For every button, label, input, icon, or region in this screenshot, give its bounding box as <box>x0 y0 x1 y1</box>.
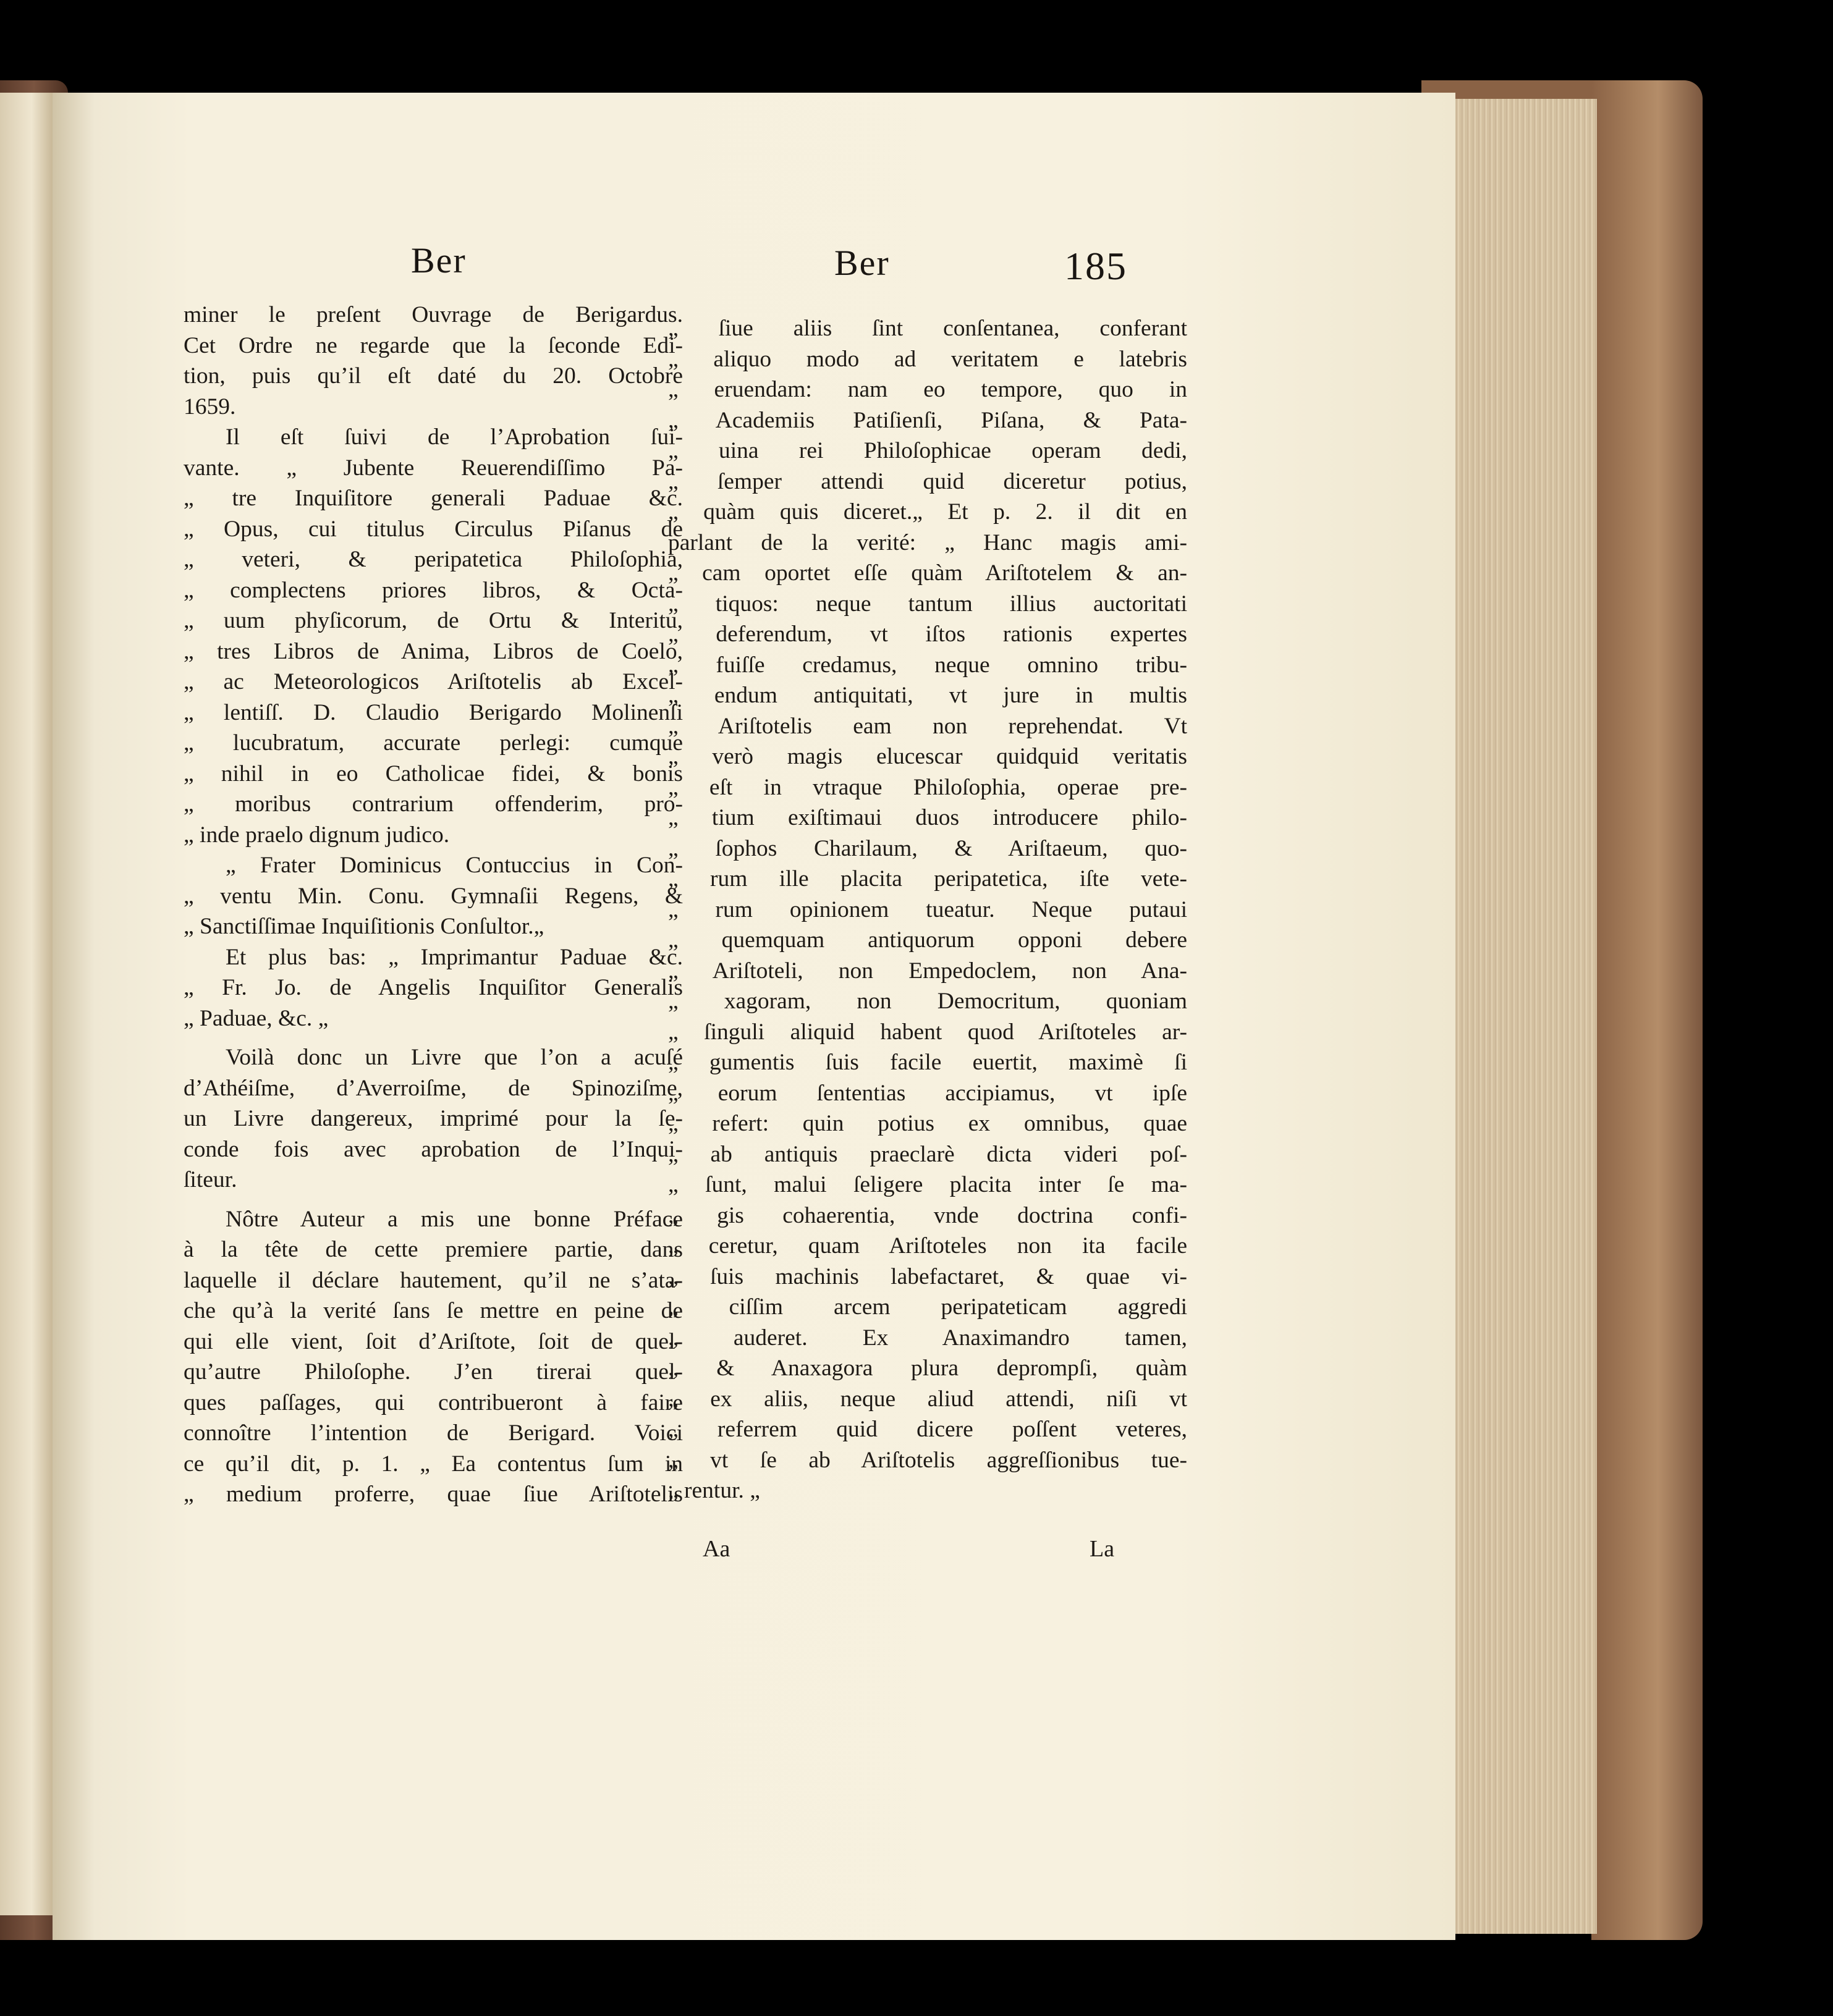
text-line: che qu’à la verité ſans ſe mettre en peine de <box>184 1298 683 1323</box>
text-line: „ tres Libros de Anima, Libros de Coelo, <box>184 638 683 664</box>
text-line: connoître l’intention de Berigard. Voici <box>184 1420 683 1446</box>
text-line: „ auderet. Ex Anaximandro tamen, <box>668 1325 1187 1351</box>
text-line: „ gumentis ſuis facile euertit, maximè ſi <box>668 1050 1187 1075</box>
text-line: laquelle il déclare hautement, qu’il ne s’ata- <box>184 1267 683 1293</box>
text-line: „ Fr. Jo. de Angelis Inquiſitor Generalis <box>184 975 683 1000</box>
text-line: „ endum antiquitati, vt jure in multis <box>668 683 1187 708</box>
catchword: La <box>1090 1536 1115 1562</box>
text-line: „ complectens priores libros, & Octa- <box>184 577 683 603</box>
text-line: „ fuiſſe credamus, neque omnino tribu- <box>668 652 1187 678</box>
text-line: un Livre dangereux, imprimé pour la ſe- <box>184 1106 683 1131</box>
text-line: Nôtre Auteur a mis une bonne Préface <box>226 1206 683 1232</box>
text-line: 1659. <box>184 394 236 420</box>
text-line: „ ab antiquis praeclarè dicta videri poſ- <box>668 1141 1187 1167</box>
text-line: „ lentiſſ. D. Claudio Berigardo Molinenſi <box>184 699 683 725</box>
text-line: „ ac Meteorologicos Ariſtotelis ab Excel- <box>184 669 683 694</box>
text-line: „ gis cohaerentia, vnde doctrina confi- <box>668 1202 1187 1228</box>
text-line: „ xagoram, non Democritum, quoniam <box>668 989 1187 1014</box>
text-line: „ ſiue aliis ſint conſentanea, conferant <box>668 316 1187 341</box>
text-line: „ tium exiſtimaui duos introducere philo- <box>668 805 1187 830</box>
text-line: „ Paduae, &c. „ <box>184 1005 329 1031</box>
text-line: à la tête de cette premiere partie, dans <box>184 1237 683 1262</box>
text-line: „ lucubratum, accurate perlegi: cumque <box>184 730 683 756</box>
text-line: ſiteur. <box>184 1167 237 1192</box>
text-line: parlant de la verité: „ Hanc magis ami- <box>668 529 1187 555</box>
text-line: „ ventu Min. Conu. Gymnaſii Regens, & <box>184 883 683 909</box>
text-line: „ verò magis elucescar quidquid veritatis <box>668 744 1187 769</box>
text-line: „ vt ſe ab Ariſtotelis aggreſſionibus tue- <box>668 1447 1187 1473</box>
text-line: „ ex aliis, neque aliud attendi, niſi vt <box>668 1386 1187 1412</box>
text-line: „ cam oportet eſſe quàm Ariſtotelem & an- <box>668 560 1187 586</box>
signature-mark: Aa <box>703 1536 730 1562</box>
text-line: „ eruendam: nam eo tempore, quo in <box>668 377 1187 402</box>
paragraph-gap <box>184 1034 683 1042</box>
text-line: Il eſt ſuivi de l’Aprobation ſui- <box>226 424 683 450</box>
text-line: „ rentur. „ <box>668 1478 760 1503</box>
text-line: „ quàm quis diceret.„ Et p. 2. il dit en <box>668 499 1187 525</box>
text-line: „ veteri, & peripatetica Philoſophia, <box>184 547 683 572</box>
running-head-right: Ber <box>834 243 890 283</box>
text-line: Cet Ordre ne regarde que la ſeconde Edi- <box>184 332 683 358</box>
text-line: „ Opus, cui titulus Circulus Piſanus de <box>184 516 683 542</box>
text-line: „ medium proferre, quae ſiue Ariſtotelis <box>184 1482 683 1507</box>
text-line: „ Frater Dominicus Contuccius in Con- <box>226 853 683 878</box>
text-line: ce qu’il dit, p. 1. „ Ea contentus ſum in <box>184 1451 683 1477</box>
text-line: miner le preſent Ouvrage de Berigardus. <box>184 302 683 327</box>
text-line: „ ciſſim arcem peripateticam aggredi <box>668 1294 1187 1320</box>
page-block-edge <box>1452 99 1597 1934</box>
left-text-column <box>184 300 683 1510</box>
text-line: „ moribus contrarium offenderim, pro- <box>184 791 683 817</box>
text-line: „ rum ille placita peripatetica, iſte vete- <box>668 866 1187 892</box>
running-head-left: Ber <box>411 240 467 280</box>
text-line: „ inde praelo dignum judico. <box>184 822 450 848</box>
text-line: „ ſunt, malui ſeligere placita inter ſe ma- <box>668 1172 1187 1197</box>
text-line: „ uum phyſicorum, de Ortu & Interitu, <box>184 608 683 633</box>
text-line: „ Academiis Patiſienſi, Piſana, & Pata- <box>668 407 1187 433</box>
text-line: „ ſemper attendi quid diceretur potius, <box>668 468 1187 494</box>
text-line: „ tre Inquiſitore generali Paduae &c. <box>184 486 683 511</box>
text-line: „ aliquo modo ad veritatem e latebris <box>668 346 1187 372</box>
text-line: tion, puis qu’il eſt daté du 20. Octobre <box>184 363 683 389</box>
text-line: Et plus bas: „ Imprimantur Paduae &c. <box>226 944 683 970</box>
text-line: conde fois avec aprobation de l’Inqui- <box>184 1136 683 1162</box>
text-line: „ nihil in eo Catholicae fidei, & bonis <box>184 761 683 787</box>
text-line: „ uina rei Philoſophicae operam dedi, <box>668 438 1187 463</box>
text-line: „ & Anaxagora plura deprompſi, quàm <box>668 1356 1187 1381</box>
text-line: qui elle vient, ſoit d’Ariſtote, ſoit de quel- <box>184 1328 683 1354</box>
text-line: Voilà donc un Livre que l’on a acuſé <box>226 1045 683 1070</box>
right-text-column <box>668 313 1187 1506</box>
text-line: „ quemquam antiquorum opponi debere <box>668 927 1187 953</box>
text-line: qu’autre Philoſophe. J’en tirerai quel- <box>184 1359 683 1385</box>
paragraph-gap <box>184 1196 683 1204</box>
text-line: „ Ariſtoteli, non Empedoclem, non Ana- <box>668 958 1187 984</box>
text-line: „ ſuis machinis labefactaret, & quae vi- <box>668 1263 1187 1289</box>
text-line: „ rum opinionem tueatur. Neque putaui <box>668 896 1187 922</box>
book-page <box>53 93 1455 1940</box>
text-line: „ eorum ſententias accipiamus, vt ipſe <box>668 1080 1187 1106</box>
text-line: „ Ariſtotelis eam non reprehendat. Vt <box>668 713 1187 739</box>
left-page-edge <box>0 93 53 1915</box>
text-line: „ tiquos: neque tantum illius auctoritati <box>668 591 1187 617</box>
text-line: ques paſſages, qui contribueront à faire <box>184 1390 683 1415</box>
text-line: „ ſophos Charilaum, & Ariſtaeum, quo- <box>668 835 1187 861</box>
text-line: vante. „ Jubente Reuerendiſſimo Pa- <box>184 455 683 481</box>
text-line: d’Athéiſme, d’Averroiſme, de Spinoziſme, <box>184 1075 683 1101</box>
right-book-cover <box>1591 80 1703 1940</box>
text-line: „ ſinguli aliquid habent quod Ariſtoteles ar- <box>668 1019 1187 1045</box>
text-line: „ Sanctiſſimae Inquiſitionis Conſultor.„ <box>184 914 544 939</box>
text-line: „ refert: quin potius ex omnibus, quae <box>668 1111 1187 1136</box>
text-line: „ referrem quid dicere poſſent veteres, <box>668 1417 1187 1442</box>
text-line: „ deferendum, vt iſtos rationis expertes <box>668 622 1187 647</box>
text-line: „ ceretur, quam Ariſtoteles non ita facile <box>668 1233 1187 1259</box>
page-number: 185 <box>1064 244 1127 288</box>
text-line: „ eſt in vtraque Philoſophia, operae pre- <box>668 774 1187 800</box>
